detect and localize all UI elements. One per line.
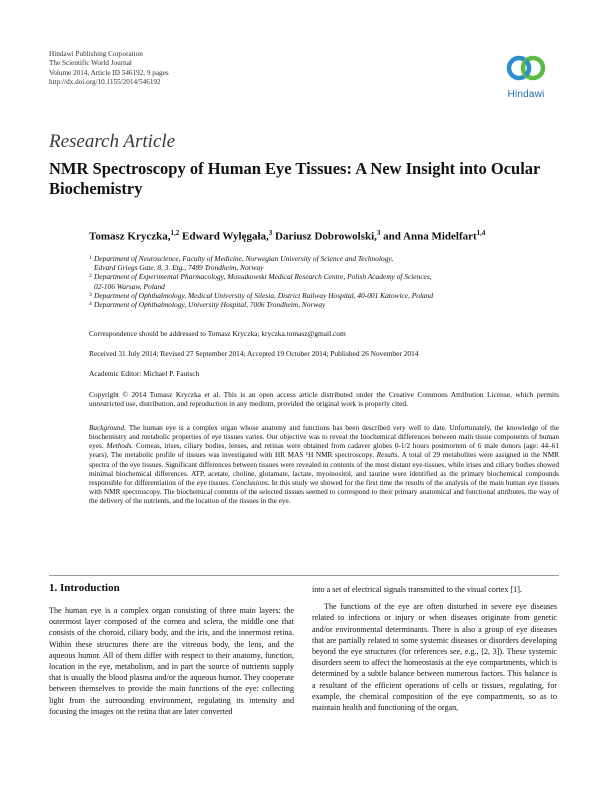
affiliation-text: Department of Neuroscience, Faculty of Medicine, Norwegian University of Science and Technology,	[94, 254, 394, 263]
affiliation-number: 1	[89, 255, 92, 261]
author-name: Tomasz Kryczka,	[89, 230, 171, 243]
affiliations	[89, 254, 559, 309]
academic-editor: Academic Editor: Michael P. Fautsch	[89, 369, 200, 378]
intro-paragraph-1: The human eye is a complex organ consisting of three main layers: the outermost layer composed of the cornea and sclera, the middle one that consists of the choroid, ciliary body, and the iris, and the innermost retina. Within these structures there are the vitreous body, the lens, and the aqueous humor. All of them differ with respect to their anatomy, function, location in the eye, metabolism, and in part the source of nutrients supply that is usually the blood plasma and/or the aqueous humor. They cooperate between themselves to provide the main functions of the eye: collecting light from the surrounding environment, regulating its intensity and focusing the images on the retina that are later converted	[49, 606, 294, 716]
abstract-background-text: The human eye is a complex organ whose anatomy and functions has been described very well to date. Unfortunately, the knowledge of the biochemistry and metabolic properties of eye tissues varies. Our objective was to reveal the biochemical differences between main tissue components of human eyes.	[89, 424, 559, 451]
affiliation-item	[89, 272, 559, 290]
hindawi-logo-icon	[495, 48, 557, 90]
author-name: Edward Wylęgała,	[181, 230, 269, 243]
affiliation-number: 4	[89, 301, 92, 308]
abstract	[89, 424, 559, 506]
affiliation-text: Department of Ophthalmology, Medical University of Silesia, District Railway Hospital, 40-001 Katowice, Poland	[94, 290, 434, 300]
abstract-methods-text: Corneas, irises, ciliary bodies, lenses, and retinas were obtained from cadaver globes 0-1/2 hours postmortem of 6 male donors (age: 44–61 years). The metabolic profile of tissues was investigated with HR MAS ¹H NMR spectroscopy.	[89, 442, 559, 460]
affiliation-item	[89, 254, 559, 272]
section-heading-introduction: 1. Introduction	[49, 582, 120, 594]
affiliation-item	[89, 300, 559, 309]
doi-link[interactable]: http://dx.doi.org/10.1155/2014/546192	[49, 77, 161, 86]
abstract-background-label: Background.	[89, 424, 126, 432]
author-affiliation-ref: 3	[376, 229, 381, 237]
publication-dates: Received 31 July 2014; Revised 27 September 2014; Accepted 19 October 2014; Published 26 November 2014	[89, 349, 419, 358]
affiliation-text: Department of Experimental Pharmacology, Mossakowski Medical Research Centre, Polish Academy of Sciences,	[94, 272, 432, 282]
copyright-notice: Copyright © 2014 Tomasz Kryczka et al. This is an open access article distributed under the Creative Commons Attribution License, which permits unrestricted use, distribution, and reproduction in any medium, provided the original work is properly cited.	[89, 390, 559, 409]
author-name: and Anna Midelfart	[383, 230, 477, 243]
abstract-conclusions-label: Conclusions.	[231, 478, 270, 487]
affiliation-number: 3	[89, 291, 92, 298]
article-type: Research Article	[49, 131, 176, 152]
journal-name: The Scientific World Journal	[49, 59, 132, 68]
abstract-results-label: Results.	[376, 451, 400, 460]
intro-paragraph-1-continued: into a set of electrical signals transmitted to the visual cortex [1].	[312, 585, 522, 594]
intro-paragraph-2: The functions of the eye are often disturbed in severe eye diseases related to infections or injury or when diseases originate from genetic and/or environmental determinants. There is also a group of eye diseases that are partially related to some systemic diseases or disorders developing beyond the eye structures (for references see, e.g., [2, 3]). These systemic disorders seem to affect the homeostasis at the eye compartments, which is determined by a subtle balance between numerous factors. This balance is a resultant of the efficient operations of cells or tissues, regulating, for example, the chemical composition of the eye compartments, so as to maintain health and functioning of the organ,	[312, 602, 557, 713]
affiliation-item	[89, 291, 559, 300]
author-affiliation-ref: 3	[268, 229, 273, 237]
affiliation-text: Department of Ophthalmology, University Hospital, 7006 Trondheim, Norway	[94, 300, 326, 310]
affiliation-number: 2	[89, 273, 92, 280]
section-divider	[49, 575, 559, 576]
body-column-right	[312, 584, 557, 713]
body-column-left	[49, 605, 294, 717]
abstract-methods-label: Methods.	[106, 442, 134, 451]
article-title: NMR Spectroscopy of Human Eye Tissues: A New Insight into Ocular Biochemistry	[49, 159, 541, 198]
logo-text: Hindawi	[507, 89, 545, 100]
volume-info: Volume 2014, Article ID 546192, 9 pages	[49, 68, 169, 77]
affiliation-text-cont: Edvard Griegs Gate. 8, 3. Etg., 7489 Trondheim, Norway	[94, 263, 264, 273]
author-affiliation-ref: 1,2	[170, 229, 180, 237]
affiliation-text-cont: 02-106 Warsaw, Poland	[94, 281, 165, 291]
author-list	[89, 229, 485, 243]
author-affiliation-ref: 1,4	[476, 229, 486, 237]
hindawi-logo	[495, 48, 557, 104]
abstract-results-text: A total of 29 metabolites were assigned in the NMR spectra of the eye tissues. Significant differences between tissues were revealed in contents of the most distant eye-tissues, while irises and ciliary bodies showed minimal biochemical differences. ATP, acetate, choline, glutamate, lactate, myoinositol, and taurine were identified as the primary biochemical compounds responsible for differentiation of the eye tissues.	[89, 451, 559, 487]
correspondence: Correspondence should be addressed to Tomasz Kryczka; kryczka.tomasz@gmail.com	[89, 329, 346, 338]
publisher: Hindawi Publishing Corporation	[49, 50, 143, 58]
abstract-conclusions-text: In this study we showed for the first time the results of the analysis of the main human eye tissues with NMR spectroscopy. The biochemical contents of the selected tissues seemed to correspond to their primary anatomical and functional attributes, the way of the delivery of the nutrients, and the location of the tissues in the eye.	[89, 478, 560, 506]
author-name: Dariusz Dobrowolski,	[275, 230, 377, 243]
journal-metadata	[49, 50, 169, 87]
